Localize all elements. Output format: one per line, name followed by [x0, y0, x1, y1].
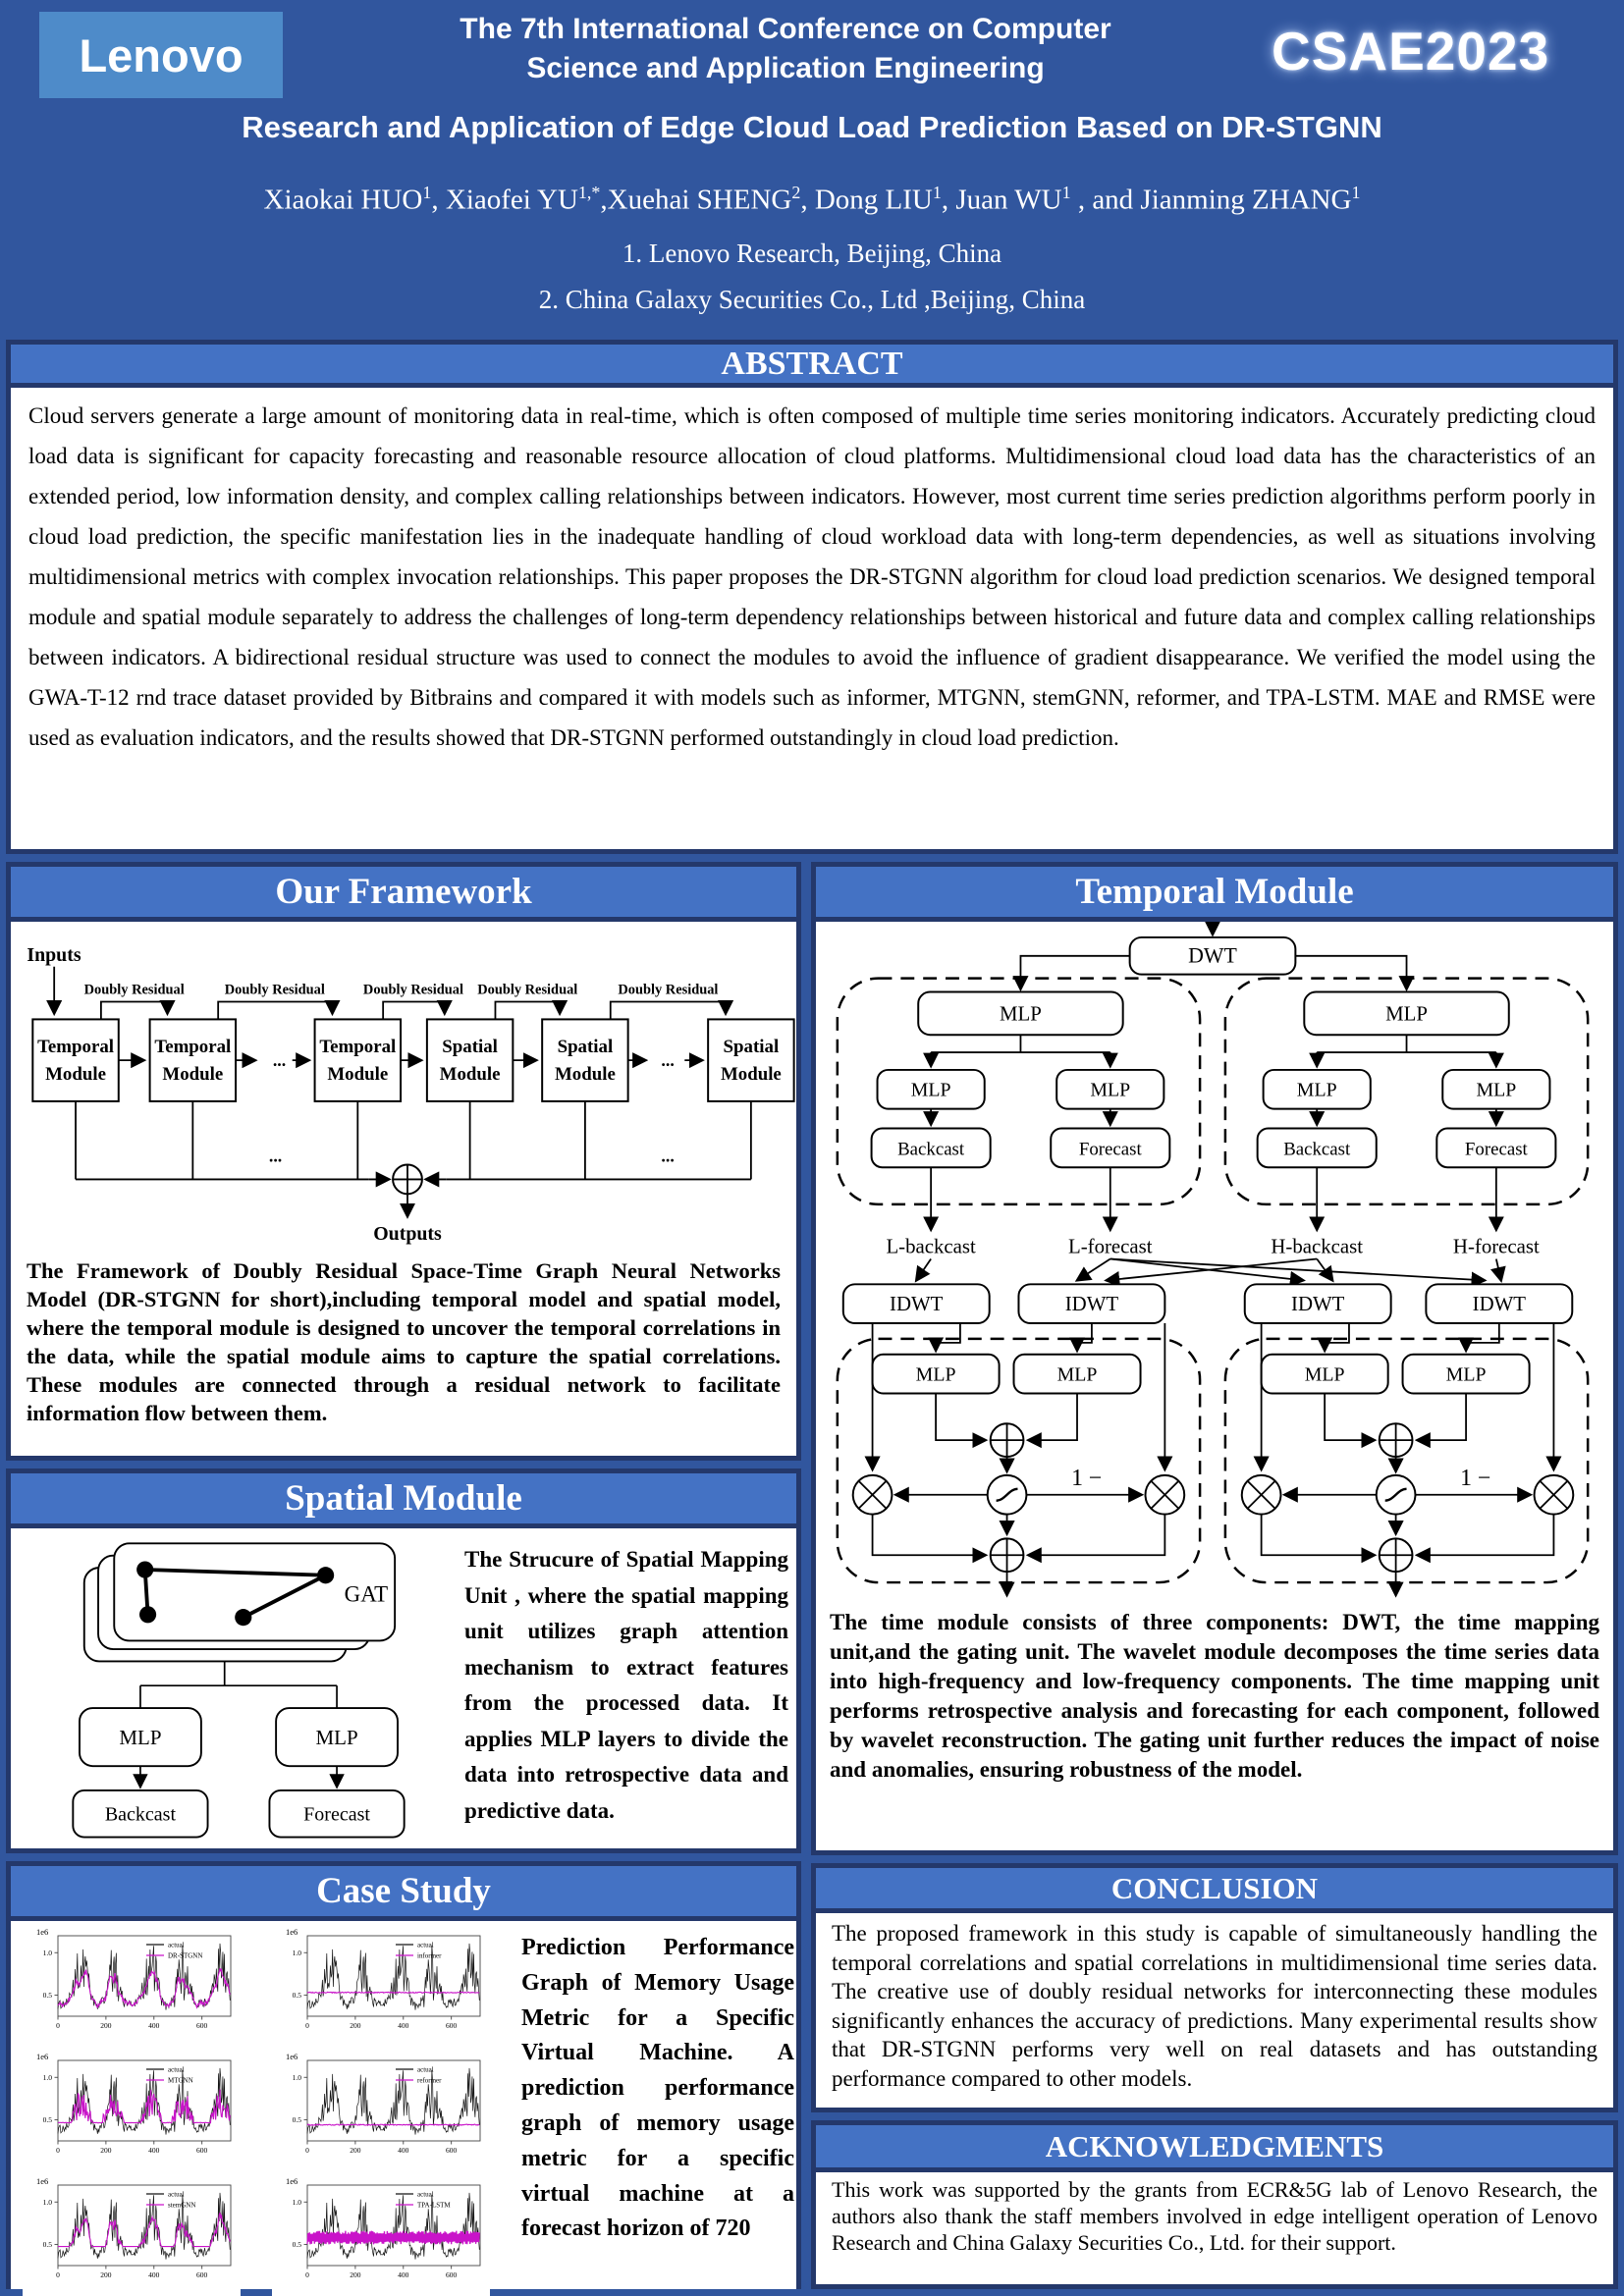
svg-text:actual: actual — [168, 1941, 185, 1949]
spatial-module-box — [542, 1019, 627, 1100]
forecast-label: Forecast — [1078, 1139, 1142, 1160]
case-study-chart-reformer — [272, 2051, 490, 2171]
svg-text:0.5: 0.5 — [292, 2240, 301, 2250]
svg-text:400: 400 — [148, 2021, 160, 2030]
framework-body — [11, 922, 796, 1433]
svg-text:1e6: 1e6 — [36, 2176, 49, 2186]
spatial-description: The Strucure of Spatial Mapping Unit , where the spatial mapping unit utilizes graph attention mechanism to extract features from the processed data. It applies MLP layers to divide the data into retrospective data and predictive data. — [464, 1547, 788, 1823]
mlp-label: MLP — [1304, 1363, 1345, 1386]
sum-node — [991, 1423, 1024, 1457]
box-label: Module — [162, 1064, 224, 1086]
dwt-label: DWT — [1188, 943, 1237, 968]
outputs-label: Outputs — [373, 1223, 442, 1246]
chart-axes — [36, 1927, 231, 2030]
svg-text:1e6: 1e6 — [36, 2052, 49, 2061]
box-label: Spatial — [442, 1037, 498, 1058]
author-affil-sup: 1 — [1061, 183, 1071, 202]
box-label: Module — [327, 1064, 389, 1086]
h-backcast-label: H-backcast — [1271, 1234, 1364, 1258]
svg-text:actual: actual — [168, 2190, 185, 2199]
chart-axes — [36, 2052, 231, 2155]
chart-svg — [23, 2051, 241, 2166]
author-affil-sup: 1 — [932, 183, 942, 202]
svg-text:0: 0 — [305, 2146, 309, 2155]
svg-text:actual: actual — [168, 2065, 185, 2074]
conclusion-title: CONCLUSION — [816, 1868, 1613, 1913]
forecast-label: Forecast — [303, 1803, 370, 1826]
svg-text:0: 0 — [305, 2270, 309, 2279]
svg-text:600: 600 — [196, 2021, 208, 2030]
case-study-body — [11, 1921, 796, 2289]
conference-title-line2: Science and Application Engineering — [526, 52, 1045, 84]
chart-svg — [272, 1926, 490, 2042]
graph-node — [235, 1609, 251, 1626]
chart-axes — [286, 1927, 480, 2030]
mlp-label: MLP — [915, 1363, 956, 1386]
chart-svg — [23, 1926, 241, 2042]
author-name: Xiaokai HUO — [263, 184, 423, 216]
multiply-node — [1242, 1475, 1281, 1515]
svg-text:1e6: 1e6 — [286, 2052, 298, 2061]
svg-text:0: 0 — [56, 2270, 60, 2279]
svg-text:200: 200 — [100, 2146, 112, 2155]
gat-label: GAT — [344, 1581, 389, 1607]
svg-text:1.0: 1.0 — [42, 1948, 52, 1957]
svg-text:TPA-LSTM: TPA-LSTM — [417, 2201, 451, 2210]
doubly-residual-label: Doubly Residual — [224, 982, 325, 998]
svg-text:1.0: 1.0 — [42, 2072, 52, 2082]
conference-title — [290, 10, 1281, 88]
mlp-label: MLP — [910, 1079, 951, 1101]
chart-svg — [272, 2175, 490, 2291]
mlp-label: MLP — [315, 1726, 358, 1750]
box-label: Temporal — [319, 1037, 397, 1058]
svg-text:0.5: 0.5 — [292, 2115, 301, 2125]
temporal-module-box — [315, 1019, 401, 1100]
svg-text:informer: informer — [417, 1951, 442, 1960]
temporal-description: The time module consists of three components: DWT, the time mapping unit,and the gating unit. The wavelet module decomposes the time series data into high-frequency and low-frequency components. The time mapping unit performs retrospective analysis and forecasting for each component, followed by wavelet reconstruction. The gating unit further reduces the impact of noise and anomalies, ensuring robustness of the model. — [830, 1610, 1599, 1782]
svg-text:1e6: 1e6 — [286, 2176, 298, 2186]
affiliation-1: 1. Lenovo Research, Beijing, China — [622, 239, 1002, 268]
mlp-label: MLP — [119, 1726, 162, 1750]
mlp-label: MLP — [1476, 1079, 1517, 1101]
svg-text:0.5: 0.5 — [42, 2115, 52, 2125]
dwt-box — [1130, 937, 1296, 975]
svg-text:600: 600 — [196, 2146, 208, 2155]
abstract-body: Cloud servers generate a large amount of monitoring data in real-time, which is often composed of multiple time series monitoring indicators. Accurately predicting cloud load data is significant for capacity forecasting and reasonable resource allocation of cloud platforms. Multidimensional cloud load data has the characteristics of an extended period, low information density, and complex calling relationships between indicators. However, most current time series prediction algorithms perform poorly in cloud load prediction, the specific manifestation lies in the inadequate handling of cloud workload data with long-term dependencies, as well as situations involving multidimensional metrics with complex invocation relationships. This paper proposes the DR-STGNN algorithm for cloud load prediction scenarios. We designed temporal module and spatial module separately to address the challenges of long-term dependency relationships between historical and future data and complex calling relationships between indicators. A bidirectional residual structure was used to connect the modules to avoid the influence of gradient disappearance. We verified the model using the GWA-T-12 rnd trace dataset provided by Bitbrains and compared it with models such as informer, MTGNN, stemGNN, reformer, and TPA-LSTM. MAE and RMSE were used as evaluation indicators, and the results showed that DR-STGNN performed outstandingly in cloud load prediction. — [11, 388, 1613, 766]
mlp-box — [276, 1708, 398, 1766]
backcast-label: Backcast — [1283, 1139, 1351, 1160]
framework-section — [6, 862, 801, 1461]
forecast-label: Forecast — [1464, 1139, 1528, 1160]
backcast-box — [73, 1790, 207, 1838]
framework-diagram — [17, 924, 798, 1248]
one-minus-label: 1 − — [1460, 1465, 1491, 1491]
one-minus-label: 1 − — [1071, 1465, 1103, 1491]
svg-text:1.0: 1.0 — [42, 2197, 52, 2207]
paper-title: Research and Application of Edge Cloud Load Prediction Based on DR-STGNN — [242, 110, 1382, 144]
idwt-label: IDWT — [1291, 1292, 1345, 1316]
acknowledgments-body: This work was supported by the grants from ECR&5G lab of Lenovo Research, the authors also thank the staff members involved in edge intelligent operation of Lenovo Research and China Galaxy Securities Co., Ltd. for their support. — [816, 2172, 1613, 2260]
backcast-label: Backcast — [104, 1803, 177, 1826]
mlp-label: MLP — [1056, 1363, 1098, 1386]
svg-text:reformer: reformer — [417, 2076, 442, 2085]
doubly-residual-label: Doubly Residual — [362, 982, 464, 998]
temporal-title: Temporal Module — [816, 867, 1613, 922]
case-study-chart-DR-STGNN — [23, 1926, 241, 2047]
svg-text:MTGNN: MTGNN — [168, 2076, 193, 2085]
spatial-module-box — [708, 1019, 793, 1100]
chart-svg — [272, 2051, 490, 2166]
svg-text:1.0: 1.0 — [292, 2072, 301, 2082]
backcast-label: Backcast — [897, 1139, 965, 1160]
case-study-chart-TPA-LSTM — [272, 2175, 490, 2296]
svg-text:0.5: 0.5 — [42, 1991, 52, 2001]
idwt-label: IDWT — [890, 1292, 944, 1316]
mlp-label: MLP — [1090, 1079, 1131, 1101]
svg-text:DR-STGNN: DR-STGNN — [168, 1951, 203, 1960]
affiliation-2: 2. China Galaxy Securities Co., Ltd ,Beijing, China — [538, 285, 1086, 314]
author-name: ,Xuehai SHENG — [600, 184, 792, 216]
box-label: Module — [554, 1064, 616, 1086]
conclusion-section — [811, 1863, 1618, 2112]
svg-text:1e6: 1e6 — [36, 1927, 49, 1937]
mlp-label: MLP — [1445, 1363, 1487, 1386]
chart-axes — [286, 2052, 480, 2155]
svg-text:200: 200 — [100, 2021, 112, 2030]
case-study-chart-informer — [272, 1926, 490, 2047]
conclusion-body: The proposed framework in this study is capable of simultaneously handling the temporal correlations and spatial correlations in multidimensional time series data. The creative use of doubly residual networks for interconnecting these modules significantly enhances the accuracy of predictions. Many experimental results show that DR-STGNN performs very well on real datasets and has outstanding performance compared to other models. — [816, 1913, 1613, 2099]
temporal-diagram — [816, 922, 1609, 1599]
abstract-section — [6, 340, 1618, 854]
l-backcast-label: L-backcast — [886, 1234, 976, 1258]
framework-description: The Framework of Doubly Residual Space-Time Graph Neural Networks Model (DR-STGNN for short),including temporal model and spatial model, where the temporal module is designed to uncover the temporal correlations in the data, while the spatial module aims to capture the spatial correlations. These modules are connected through a residual network to facilitate information flow between them. — [27, 1258, 781, 1425]
csae2023-badge: CSAE2023 — [1272, 21, 1550, 81]
spatial-title: Spatial Module — [11, 1473, 796, 1528]
authors-line — [0, 183, 1624, 217]
svg-text:600: 600 — [446, 2021, 458, 2030]
svg-text:200: 200 — [350, 2021, 361, 2030]
box-label: Module — [720, 1064, 782, 1086]
sum-node — [393, 1165, 422, 1195]
sigmoid-node — [988, 1475, 1027, 1515]
svg-text:0: 0 — [305, 2021, 309, 2030]
svg-text:200: 200 — [350, 2270, 361, 2279]
l-forecast-label: L-forecast — [1067, 1234, 1153, 1258]
acknowledgments-title: ACKNOWLEDGMENTS — [816, 2125, 1613, 2172]
spatial-body — [11, 1528, 796, 1848]
svg-text:0.5: 0.5 — [42, 2240, 52, 2250]
mlp-box — [80, 1708, 201, 1766]
idwt-box — [843, 1284, 990, 1323]
spatial-module-box — [427, 1019, 513, 1100]
box-label: Spatial — [557, 1037, 614, 1058]
spatial-section — [6, 1468, 801, 1853]
multiply-node — [1146, 1475, 1185, 1515]
ellipsis: ... — [661, 1050, 675, 1071]
author-affil-sup: 1 — [1351, 183, 1361, 202]
box-label: Temporal — [154, 1037, 232, 1058]
svg-text:400: 400 — [148, 2270, 160, 2279]
box-label: Temporal — [37, 1037, 115, 1058]
svg-text:0.5: 0.5 — [292, 1991, 301, 2001]
svg-text:stemGNN: stemGNN — [168, 2201, 196, 2210]
sum-node — [1380, 1538, 1413, 1572]
author-name: , and Jianming ZHANG — [1070, 184, 1352, 216]
svg-text:1.0: 1.0 — [292, 2197, 301, 2207]
svg-text:200: 200 — [100, 2270, 112, 2279]
svg-text:400: 400 — [398, 2021, 409, 2030]
svg-text:1.0: 1.0 — [292, 1948, 301, 1957]
forecast-box — [269, 1790, 404, 1838]
svg-text:actual: actual — [417, 2065, 434, 2074]
lenovo-logo: Lenovo — [39, 12, 283, 98]
box-label: Module — [439, 1064, 501, 1086]
case-study-charts — [23, 1926, 490, 2296]
svg-text:1e6: 1e6 — [286, 1927, 298, 1937]
sigmoid-node — [1377, 1475, 1416, 1515]
svg-text:0: 0 — [56, 2021, 60, 2030]
idwt-label: IDWT — [1064, 1292, 1119, 1316]
svg-text:600: 600 — [196, 2270, 208, 2279]
temporal-section — [811, 862, 1618, 1855]
author-affil-sup: 1 — [422, 183, 432, 202]
temporal-body — [816, 922, 1613, 1789]
box-label: Spatial — [723, 1037, 780, 1058]
author-name: , Juan WU — [941, 184, 1062, 216]
case-study-chart-stemGNN — [23, 2175, 241, 2296]
graph-node — [139, 1606, 156, 1623]
chart-axes — [286, 2176, 480, 2279]
author-name: , Dong LIU — [800, 184, 933, 216]
idwt-box — [1018, 1284, 1164, 1323]
multiply-node — [853, 1475, 893, 1515]
graph-node — [136, 1561, 153, 1577]
multiply-node — [1535, 1475, 1574, 1515]
author-name: , Xiaofei YU — [431, 184, 578, 216]
chart-svg — [23, 2175, 241, 2291]
h-forecast-label: H-forecast — [1452, 1234, 1540, 1258]
temporal-module-box — [32, 1019, 118, 1100]
mlp-label: MLP — [1000, 1001, 1042, 1026]
svg-text:400: 400 — [398, 2146, 409, 2155]
mlp-label: MLP — [1296, 1079, 1337, 1101]
abstract-title: ABSTRACT — [11, 345, 1613, 388]
svg-text:actual: actual — [417, 2190, 434, 2199]
acknowledgments-section — [811, 2120, 1618, 2289]
sum-node — [1380, 1423, 1413, 1457]
ellipsis: ... — [661, 1146, 675, 1166]
spatial-diagram — [23, 1530, 455, 1848]
graph-node — [317, 1567, 334, 1583]
mlp-label: MLP — [1385, 1001, 1428, 1026]
svg-text:actual: actual — [417, 1941, 434, 1949]
box-label: Module — [45, 1064, 106, 1086]
author-affil-sup: 2 — [791, 183, 801, 202]
case-study-section — [6, 1861, 801, 2289]
svg-text:0: 0 — [56, 2146, 60, 2155]
case-study-description: Prediction Performance Graph of Memory Usage Metric for a Specific Virtual Machine. A prediction performance graph of memory usage metric for a specific virtual machine at a forecast horizon of 720 — [521, 1935, 794, 2242]
doubly-residual-label: Doubly Residual — [477, 982, 578, 998]
idwt-box — [1245, 1284, 1391, 1323]
conference-title-line1: The 7th International Conference on Computer — [460, 13, 1111, 45]
case-study-chart-MTGNN — [23, 2051, 241, 2171]
idwt-label: IDWT — [1472, 1292, 1527, 1316]
temporal-module-box — [150, 1019, 236, 1100]
sum-node — [991, 1538, 1024, 1572]
case-study-title: Case Study — [11, 1866, 796, 1921]
idwt-box — [1426, 1284, 1572, 1323]
ellipsis: ... — [272, 1050, 287, 1071]
svg-text:600: 600 — [446, 2146, 458, 2155]
svg-text:200: 200 — [350, 2146, 361, 2155]
framework-title: Our Framework — [11, 867, 796, 922]
svg-text:400: 400 — [398, 2270, 409, 2279]
svg-text:600: 600 — [446, 2270, 458, 2279]
inputs-label: Inputs — [27, 943, 81, 966]
chart-axes — [36, 2176, 231, 2279]
gat-stack — [84, 1543, 395, 1661]
ellipsis: ... — [268, 1146, 283, 1166]
author-affil-sup: 1,* — [577, 183, 601, 202]
doubly-residual-label: Doubly Residual — [83, 982, 185, 998]
svg-text:400: 400 — [148, 2146, 160, 2155]
doubly-residual-label: Doubly Residual — [618, 982, 719, 998]
